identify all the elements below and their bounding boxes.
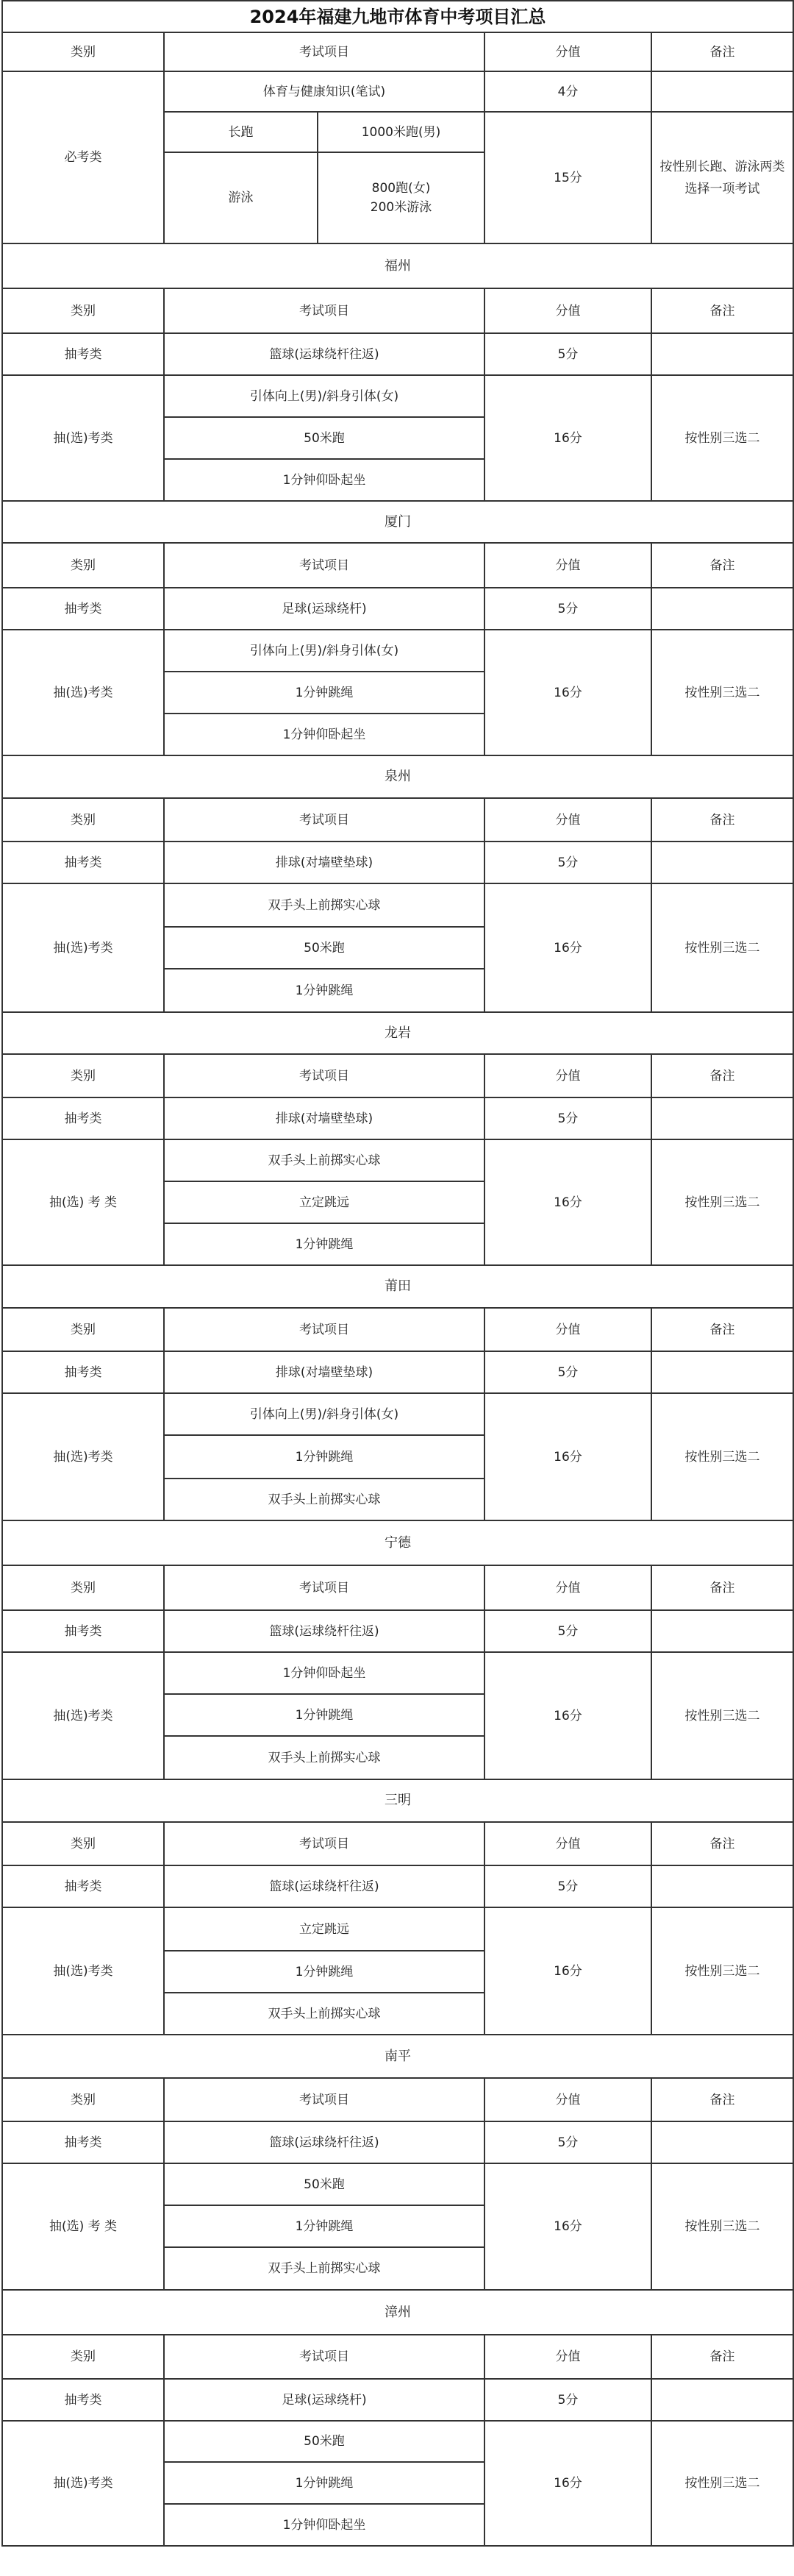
select-score: 16分 [484, 2163, 651, 2290]
select-score: 16分 [484, 630, 651, 755]
header-score: 分值 [484, 288, 651, 333]
select-category: 抽(选) 考 类 [2, 2163, 164, 2290]
draw-category: 抽考类 [2, 1865, 164, 1907]
select-item: 双手头上前掷实心球 [164, 1139, 484, 1181]
city-header-row [2, 2078, 793, 2121]
draw-note [651, 2121, 793, 2163]
select-note: 按性别三选二 [651, 2421, 793, 2546]
select-item: 50米跑 [164, 927, 484, 969]
draw-item: 篮球(运球绕杆往返) [164, 333, 484, 375]
select-score: 16分 [484, 1907, 651, 2035]
draw-note [651, 1097, 793, 1139]
header-score: 分值 [484, 1565, 651, 1610]
header-category: 类别 [2, 2078, 164, 2121]
draw-note [651, 1865, 793, 1907]
city-name: 三明 [2, 1779, 793, 1822]
header-note: 备注 [651, 1822, 793, 1865]
compulsory-knowledge-note [651, 71, 793, 112]
header-note: 备注 [651, 1565, 793, 1610]
draw-exam-row [2, 333, 793, 375]
draw-item: 篮球(运球绕杆往返) [164, 1610, 484, 1652]
select-item: 1分钟仰卧起坐 [164, 714, 484, 755]
header-item: 考试项目 [164, 1054, 484, 1097]
select-item: 1分钟跳绳 [164, 2462, 484, 2504]
draw-exam-row [2, 842, 793, 883]
select-exam-row [2, 1652, 793, 1694]
header-note: 备注 [651, 32, 793, 71]
draw-note [651, 2379, 793, 2421]
compulsory-note-line1: 按性别长跑、游泳两类 [659, 159, 785, 174]
select-score: 16分 [484, 375, 651, 501]
header-note: 备注 [651, 288, 793, 333]
header-item: 考试项目 [164, 2335, 484, 2379]
city-name: 龙岩 [2, 1012, 793, 1054]
city-header-row [2, 1565, 793, 1610]
title-row [2, 1, 793, 32]
select-item: 双手头上前掷实心球 [164, 2247, 484, 2290]
compulsory-swim-line1: 800跑(女) [371, 181, 431, 196]
draw-category: 抽考类 [2, 1610, 164, 1652]
draw-category: 抽考类 [2, 842, 164, 883]
city-header-row [2, 798, 793, 842]
select-category: 抽(选) 考 类 [2, 1139, 164, 1265]
select-category: 抽(选)考类 [2, 1652, 164, 1779]
header-score: 分值 [484, 543, 651, 588]
city-title-row [2, 2035, 793, 2078]
select-note: 按性别三选二 [651, 2163, 793, 2290]
compulsory-swim-label: 游泳 [164, 152, 318, 243]
select-note: 按性别三选二 [651, 883, 793, 1012]
draw-category: 抽考类 [2, 333, 164, 375]
select-item: 1分钟跳绳 [164, 1951, 484, 1993]
city-header-row [2, 288, 793, 333]
city-title-row [2, 243, 793, 288]
compulsory-run-item: 1000米跑(男) [318, 112, 484, 152]
city-title-row [2, 1012, 793, 1054]
select-note: 按性别三选二 [651, 375, 793, 501]
header-score: 分值 [484, 32, 651, 71]
select-item: 引体向上(男)/斜身引体(女) [164, 1393, 484, 1435]
compulsory-knowledge-item: 体育与健康知识(笔试) [164, 71, 484, 112]
select-exam-row [2, 1907, 793, 1951]
draw-category: 抽考类 [2, 1351, 164, 1393]
city-header-row [2, 1822, 793, 1865]
compulsory-row-knowledge [2, 71, 793, 112]
select-item: 50米跑 [164, 2421, 484, 2462]
header-note: 备注 [651, 2078, 793, 2121]
city-title-row [2, 2290, 793, 2335]
draw-note [651, 1610, 793, 1652]
select-item: 1分钟跳绳 [164, 2205, 484, 2247]
draw-category: 抽考类 [2, 2379, 164, 2421]
draw-item: 排球(对墙壁垫球) [164, 842, 484, 883]
select-item: 立定跳远 [164, 1181, 484, 1223]
header-category: 类别 [2, 543, 164, 588]
select-score: 16分 [484, 1139, 651, 1265]
header-note: 备注 [651, 543, 793, 588]
city-title-row [2, 1520, 793, 1565]
header-item: 考试项目 [164, 2078, 484, 2121]
header-item: 考试项目 [164, 1565, 484, 1610]
compulsory-note [651, 112, 793, 243]
select-item: 双手头上前掷实心球 [164, 1479, 484, 1520]
header-category: 类别 [2, 798, 164, 842]
select-exam-row [2, 375, 793, 417]
select-score: 16分 [484, 2421, 651, 2546]
select-note: 按性别三选二 [651, 1139, 793, 1265]
city-name: 泉州 [2, 755, 793, 798]
select-category: 抽(选)考类 [2, 375, 164, 501]
header-category: 类别 [2, 1054, 164, 1097]
select-item: 1分钟仰卧起坐 [164, 459, 484, 501]
draw-exam-row [2, 2379, 793, 2421]
compulsory-score: 15分 [484, 112, 651, 243]
header-category: 类别 [2, 1308, 164, 1351]
select-item: 立定跳远 [164, 1907, 484, 1951]
header-category: 类别 [2, 1565, 164, 1610]
draw-score: 5分 [484, 1097, 651, 1139]
select-exam-row [2, 1139, 793, 1181]
header-item: 考试项目 [164, 1308, 484, 1351]
select-item: 1分钟跳绳 [164, 1435, 484, 1479]
compulsory-category: 必考类 [2, 71, 164, 243]
city-header-row [2, 1308, 793, 1351]
header-item: 考试项目 [164, 32, 484, 71]
select-item: 引体向上(男)/斜身引体(女) [164, 375, 484, 417]
select-exam-row [2, 2421, 793, 2462]
draw-exam-row [2, 1865, 793, 1907]
select-category: 抽(选)考类 [2, 883, 164, 1012]
draw-category: 抽考类 [2, 588, 164, 630]
select-item: 双手头上前掷实心球 [164, 1993, 484, 2035]
select-score: 16分 [484, 1652, 651, 1779]
draw-item: 足球(运球绕杆) [164, 588, 484, 630]
city-header-row [2, 1054, 793, 1097]
select-item: 1分钟跳绳 [164, 1694, 484, 1736]
select-exam-row [2, 883, 793, 927]
select-item: 50米跑 [164, 417, 484, 459]
city-name: 南平 [2, 2035, 793, 2078]
draw-exam-row [2, 1610, 793, 1652]
header-score: 分值 [484, 1054, 651, 1097]
city-header-row [2, 543, 793, 588]
draw-note [651, 333, 793, 375]
header-score: 分值 [484, 798, 651, 842]
select-category: 抽(选)考类 [2, 1907, 164, 2035]
header-note: 备注 [651, 1308, 793, 1351]
draw-score: 5分 [484, 1610, 651, 1652]
header-item: 考试项目 [164, 1822, 484, 1865]
select-note: 按性别三选二 [651, 1907, 793, 2035]
select-item: 双手头上前掷实心球 [164, 883, 484, 927]
compulsory-run-label: 长跑 [164, 112, 318, 152]
header-category: 类别 [2, 1822, 164, 1865]
select-category: 抽(选)考类 [2, 1393, 164, 1520]
draw-exam-row [2, 1351, 793, 1393]
select-item: 引体向上(男)/斜身引体(女) [164, 630, 484, 672]
compulsory-swim-line2: 200米游泳 [370, 200, 432, 215]
draw-note [651, 842, 793, 883]
select-note: 按性别三选二 [651, 630, 793, 755]
header-score: 分值 [484, 1822, 651, 1865]
draw-score: 5分 [484, 1351, 651, 1393]
city-title-row [2, 755, 793, 798]
draw-category: 抽考类 [2, 2121, 164, 2163]
header-category: 类别 [2, 288, 164, 333]
city-name: 厦门 [2, 501, 793, 543]
city-name: 莆田 [2, 1265, 793, 1308]
city-title-row [2, 1265, 793, 1308]
city-name: 福州 [2, 243, 793, 288]
header-item: 考试项目 [164, 543, 484, 588]
draw-exam-row [2, 1097, 793, 1139]
header-score: 分值 [484, 2078, 651, 2121]
draw-note [651, 1351, 793, 1393]
header-note: 备注 [651, 2335, 793, 2379]
select-item: 1分钟跳绳 [164, 969, 484, 1012]
draw-score: 5分 [484, 842, 651, 883]
draw-score: 5分 [484, 333, 651, 375]
page-title: 2024年福建九地市体育中考项目汇总 [2, 1, 793, 32]
city-title-row [2, 1779, 793, 1822]
exam-summary-table [1, 0, 794, 2547]
header-note: 备注 [651, 798, 793, 842]
header-item: 考试项目 [164, 798, 484, 842]
header-item: 考试项目 [164, 288, 484, 333]
compulsory-swim-item [318, 152, 484, 243]
select-exam-row [2, 2163, 793, 2205]
compulsory-knowledge-score: 4分 [484, 71, 651, 112]
header-category: 类别 [2, 2335, 164, 2379]
city-name: 宁德 [2, 1520, 793, 1565]
draw-item: 篮球(运球绕杆往返) [164, 1865, 484, 1907]
draw-category: 抽考类 [2, 1097, 164, 1139]
select-note: 按性别三选二 [651, 1393, 793, 1520]
draw-note [651, 588, 793, 630]
select-note: 按性别三选二 [651, 1652, 793, 1779]
select-item: 1分钟仰卧起坐 [164, 1652, 484, 1694]
select-item: 双手头上前掷实心球 [164, 1736, 484, 1779]
select-category: 抽(选)考类 [2, 630, 164, 755]
city-header-row [2, 2335, 793, 2379]
select-item: 50米跑 [164, 2163, 484, 2205]
draw-item: 足球(运球绕杆) [164, 2379, 484, 2421]
draw-item: 篮球(运球绕杆往返) [164, 2121, 484, 2163]
select-score: 16分 [484, 883, 651, 1012]
compulsory-note-line2: 选择一项考试 [684, 181, 760, 196]
draw-score: 5分 [484, 2121, 651, 2163]
select-item: 1分钟仰卧起坐 [164, 2504, 484, 2546]
draw-score: 5分 [484, 1865, 651, 1907]
draw-score: 5分 [484, 2379, 651, 2421]
header-row [2, 32, 793, 71]
select-category: 抽(选)考类 [2, 2421, 164, 2546]
select-score: 16分 [484, 1393, 651, 1520]
select-exam-row [2, 1393, 793, 1435]
select-item: 1分钟跳绳 [164, 672, 484, 714]
select-item: 1分钟跳绳 [164, 1223, 484, 1265]
select-exam-row [2, 630, 793, 672]
draw-item: 排球(对墙壁垫球) [164, 1097, 484, 1139]
draw-score: 5分 [484, 588, 651, 630]
city-title-row [2, 501, 793, 543]
draw-exam-row [2, 2121, 793, 2163]
city-name: 漳州 [2, 2290, 793, 2335]
header-score: 分值 [484, 2335, 651, 2379]
draw-exam-row [2, 588, 793, 630]
header-score: 分值 [484, 1308, 651, 1351]
header-note: 备注 [651, 1054, 793, 1097]
header-category: 类别 [2, 32, 164, 71]
draw-item: 排球(对墙壁垫球) [164, 1351, 484, 1393]
